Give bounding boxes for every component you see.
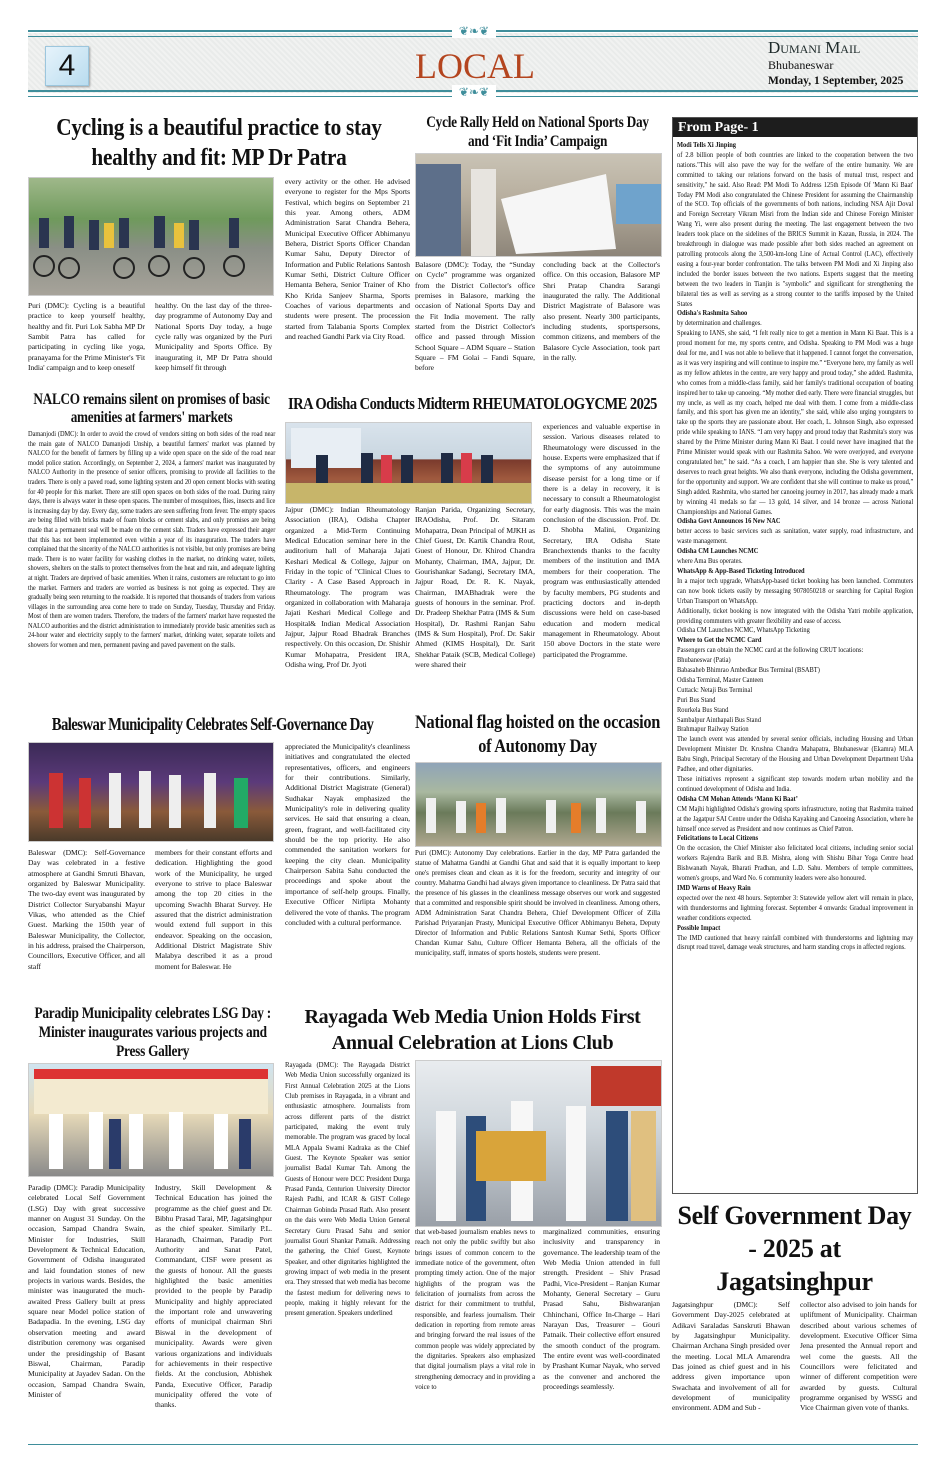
rayagada-body-col3: marginalized communities, ensuring inclusivity and transparency in governance. The leadership team of the Web Media Union attended in full strength. President – Shiv Prasad Padhi, Vice-President – Ranjan Kumar Mohanty, General Secretary – Guru Prasad Sahu, Bishwaranjan Chhinchani, Office In-Charge – Hari Narayan Das, Treasurer – Gouri Patnaik. Their collective effort ensured the smooth conduct of the program. The entire event was well-coordinated by Prashant Kumar Nayak, who served as the convener and anchored the proceedings seamlessly. (543, 1227, 660, 1392)
from-page-section-text: Odisha Terminal, Master Canteen (677, 674, 764, 684)
from-page-section-text: Sambalpur Ainthapali Bus Stand (677, 714, 761, 724)
headline-nalco: NALCO remains silent on promises of basic amenities at farmers' markets (33, 391, 270, 426)
section-title: LOCAL (415, 46, 535, 86)
from-page-section-text: These initiatives represent a significant step towards modern urban mobility and the continued development of Odisha and India. (677, 774, 914, 793)
from-page-section-heading: Modi Tells Xi Jinping (677, 140, 737, 149)
headline-paradip: Paradip Municipality celebrates LSG Day : Minister inaugurates various projects and Press Gallery (34, 1005, 271, 1060)
from-page-section-text: Passengers can obtain the NCMC card at the following CRUT locations: (677, 645, 864, 655)
headline-ira: IRA Odisha Conducts Midterm RHEUMATOLOGYCME 2025 (288, 394, 657, 413)
headline-jagatsinghpur: Self Government Day - 2025 at Jagatsinghpur (677, 1201, 912, 1296)
from-page-section-heading: Odisha CM Mohan Attends ‘Mann Ki Baat’ (677, 793, 798, 803)
photo-ira-cme-dais (285, 422, 532, 504)
from-page-section-text: Rourkela Bus Stand (677, 704, 729, 714)
paradip-body-col2: Industry, Skill Development & Technical Education has joined the programme as the chief guest and Dr. Bibhu Prasad Tarai, MP, Jagatsinghpur as the chief speaker. Similarly P.L. Haranadh, Chairman, Paradip Port Authority and Sanat Patel, Commandant, CISF were present as the guests of honour. All the guests highlighted the basic amenities provided to the people by Paradip Municipality and highly appreciated the important role and unwavering efforts of municipal chairman Shri Biswal in the development of municipality. Awards were given various organizations and individuals for achievements in their respective fields. At the conclusion, Abhishek Panda, Executive Officer, Paradip municipality offered the vote of thanks. (155, 1183, 272, 1410)
from-page-section-text: better access to basic services such as sanitation, water supply, road infrastructure, and waste management. (677, 526, 914, 546)
rayagada-body-col2: that web-based journalism enables news to reach not only the public swiftly but also brings issues of common concern to the immediate notice of the government, often prompting timely action. One of the major highlights of the program was the felicitation of journalists from across the district for their commitment to truthful, responsible, and fearless journalism. Their dedication in reporting from remote areas and bringing forward the real issues of the common people was widely appreciated by the dignitaries. Speakers also emphasized that digital journalism plays a vital role in strengthening democracy and in providing a voice to (415, 1227, 536, 1392)
from-page-section-text: Babasaheb Bhimrao Ambedkar Bus Terminal (BSABT) (677, 665, 820, 675)
baleswar-body-col3: appreciated the Municipality's cleanliness initiatives and congratulated the elected representatives, officers, and engineers for their contributions. Similarly, Additional District Magistrate (General) Sudhakar Nayak emphasized the Municipality's role in delivering quality services. He said that ensuring a clean, green, fragrant, and well-facilitated city should be the top priority. He also commended the sanitation workers for keeping the city clean. Municipality Chairperson Sabita Sahu conducted the proceedings and spoke about the importance of self-help groups. Finally, Executive Officer Nirlipta Mohanty delivered the vote of thanks. The program concluded with a cultural performance. (285, 742, 410, 927)
date: Monday, 1 September, 2025 (768, 75, 904, 87)
cycle-rally-body-col2: concluding back at the Collector's office. On this occasion, Balasore MP Shri Pratap Chandra Sarangi inaugurated the rally. The Additional District Magistrate of Balasore was also present. Nearly 300 participants, including students, sportspersons, common citizens, and members of the Balasore Cycle Association, took part in the rally. (543, 260, 660, 363)
from-page-section-text: Bhubaneswar (Patia) (677, 655, 731, 665)
from-page-section-text: In a major tech upgrade, WhatsApp-based ticket booking has been launched. Commuters can now book tickets easily by messaging 9078050218 or searching for Capital Region Urban Transport on WhatsApp. (677, 575, 914, 605)
headline-national-flag: National flag hoisted on the occasion of Autonomy Day (415, 712, 661, 757)
from-page-section-text: Puri Bus Stand (677, 694, 716, 704)
from-page-section-text: Brahmapur Railway Station (677, 724, 749, 734)
from-page-section-text: Cuttack: Netaji Bus Terminal (677, 684, 753, 694)
from-page-section-text: The IMD cautioned that heavy rainfall combined with thunderstorms and lightning may disrupt road travel, damage weak structures, and harm standing crops in affected regions. (677, 932, 914, 952)
headline-rayagada: Rayagada Web Media Union Holds First Annual Celebration at Lions Club (304, 1006, 641, 1054)
paper-name: Dumani Mail (768, 38, 861, 57)
from-page-section-text: Speaking to IANS, she said, “I felt really nice to get a mention in Mann Ki Baat. This is a proud moment for me, my sports centre, and Odisha. Speaking to PM Modi was a huge deal for me, and I was not able to believe that it happened. I cannot forget the conversation, as it was very inspiring and will continue to inspire me.” “Everyone here, my family as well as my fellow athletes in the centre, are very happy and proud today,” she added. Rashmita, who comes from a middle-class family, said her family's traditional occupation of boating inspired her to take up canoeing. “My mother died early. There were financial struggles, but my uncle, as well as my coach, helped me deal with them. I come from a middle-class family, and this sport has given me an identity,” she said, while also urging youngsters to take up the sports they are passionate about. Her coach, L. Johnson Singh, also expressed pride while speaking to IANS. “I am very happy and proud today that Rashmita's story was shared by the Prime Minister during Mann Ki Baat. I could never have imagined that the Prime Minister would speak with our Rashmita Sahoo. We were overjoyed, and everyone congratulated her,” he said. “As a coach, I am happier than she. She is very talented and deserves to reach great heights. We also thank everyone, including the Odisha government, for the opportunity and support. We are confident that she will continue to make us proud,” Singh added. Rashmita, who started her canoeing journey in 2017, has already made a mark by winning 41 medals so far — 13 gold, 14 silver, and 14 bronze — across National Championships and National Games. (677, 328, 914, 516)
from-page-section-text: Additionally, ticket booking is now integrated with the Odisha Yatri mobile application, providing commuters with greater flexibility and ease of access. (677, 605, 914, 625)
from-page-section-heading: Where to Get the NCMC Card (677, 635, 762, 645)
cycling-body-col2: healthy. On the last day of the three-day programme of Autonomy Day and National Sports Day today, a huge cycle rally was organized by the Puri Municipality and Sports Office. By inaugurating it, MP Dr Patra should keep himself fit through (155, 301, 272, 373)
baleswar-body-col2: members for their constant efforts and dedication. Highlighting the good work of the Municipality, he urged everyone to strive to place Baleswar among the top 20 cities in the upcoming Swachh Bharat Survey. He assured that the district administration would extend full support in this endeavor. Speaking on the occasion, Additional District Magistrate Shiv Malabya described it as a proud moment for Baleswar. He (155, 848, 272, 971)
nalco-body: Damanjodi (DMC): In order to avoid the crowd of vendors sitting on both sides of the road near the main gate of NALCO Damanjodi Unship, a beautiful farmers' market was planned by NALCO for the benefit of farmers by filling up a wide open space on the side of the road near model police station. Accordingly, on September 2, 2024, a farmers' market was inaugurated by NALCO Authority in the presence of senior officers, promising to provide all facilities to the traders. There is only a paved road, some lighting system and 20 open cement blocks with seating for 40 people for this market. There are still open spaces on both sides of the road. During rainy days, there is always water in these open spaces. The number of mosquitoes, flies, insects and lice is increasing day by day. Every day, some traders are seen suffering from fever. The empty spaces are being filled with bricks made of foam blocks or cement slabs, and only promises are being made that a permanent seal will be made on the cement slab. Traders have expressed their anger that this has not been implemented even within a year of its inauguration. The traders have complained that the sincerity of the NALCO authorities is not visible, but only promises are being made. There is no water facility for washing clothes in the market, no drinking water, toilets, showers, shelters on the stalls to protect themselves from the heat and rain, and adequate lighting at night. Traders are deprived of basic amenities. When it rains, customers are reluctant to go into the market. Farmers and traders are worried as business is not going as expected. They are gradually being seen returning to the roadside. It is reported that thousands of traders from various villages in the surrounding area come here to trade on Sunday, Tuesday, Thursday and Friday. Most of them are women traders. Therefore, the traders of the farmers' market have requested the NALCO authorities and the district administration to immediately provide basic amenities such as 24-hour water and electricity supply to the farmers' market, drinking water, separate toilets and showers for women and men, permanent paving and paved pavement on the stalls. (28, 430, 276, 650)
photo-flag-hoisting (415, 762, 662, 847)
from-page-section-text: The launch event was attended by several senior officials, including Housing and Urban Development Minister Dr. Krushna Chandra Mahapatra, Bhubaneswar (Ekamra) MLA Babu Singh, Principal Secretary of the Housing and Urban Development Department Usha Padhee, and other dignitaries. (677, 734, 914, 774)
from-page-section-text: expected over the next 48 hours. September 3: Statewide yellow alert will remain in place, with thunderstorms and lightning forecast. September 4 onwards: Gradual improvement in weather conditions expected. (677, 892, 914, 922)
baleswar-body-col1: Baleswar (DMC): Self-Governance Day was celebrated in a festive atmosphere at Gandhi Smruti Bhavan, organized by Baleswar Municipality. The two-day event was inaugurated by District Collector Suryabanshi Mayur Vikas, who attended as the Chief Guest. Marking the 150th year of Baleswar Municipality, the Collector, in his address, praised the Chairperson, Councillors, Executive Officer, and all staff (28, 848, 145, 971)
jagatsinghpur-body-col2: collector also advised to join hands for upliftment of Municipality. Chairman described about various schemes of development. Executive Officer Sima Jena presented the Annual report and wel come the guests. All the Councillors were felicitated and winner of different competition were awarded by guests. Cultural programme organised by WSSG and Vice Chairman given vote of thanks. (800, 1300, 917, 1413)
from-page-section-heading: Odisha's Rashmita Sahoo (677, 308, 748, 318)
photo-rayagada-felicitation (415, 1060, 662, 1227)
city: Bhubaneswar (768, 58, 834, 72)
from-page-section-text: by determination and challenges. (677, 318, 762, 328)
photo-paradip-lsg-day (28, 1063, 274, 1177)
photo-flag-off-balasore (415, 153, 662, 257)
from-page-section-text: Odisha CM Launches NCMC, WhatsApp Ticketing (677, 625, 810, 635)
from-page-1-body (677, 140, 913, 952)
from-page-section-heading: Felicitations to Local Citizens (677, 833, 759, 843)
from-page-section-heading: Possible Impact (677, 922, 721, 932)
headline-baleswar: Baleswar Municipality Celebrates Self-Governance Day (51, 714, 374, 734)
paradip-body-col1: Paradip (DMC): Paradip Municipality celebrated Local Self Government (LSG) Day with great successive manner on August 31 Sunday. On the occasion, Sampad Chandra Swain, Minister for Industries, Skill Development & Technical Education, Government of Odisha inaugurated and laid foundation stones of new projects in various wards. Besides, the minister was inaugurated the much-awaited Press Gallery built at press square near Model police station of Badapadia. In the evening, LSG day observation meeting and award distribution ceremony was organised under the presidingship of Basant Biswal, Chairman, Paradip Municipality at Jayadev Sadan. On the occasion, Sampad Chandra Swain, Minister of (28, 1183, 145, 1399)
ira-body-col2: Ranjan Parida, Organizing Secretary, IRAOdisha, Prof. Dr. Sitaram Mohapatra, Dean Principal of MJKH as Chief Guest, Dr. Kartik Chandra Rout, Guest of Honour, Dr. Khirod Chandra Mohanty, Chairman, IMA, Jajpur, Dr. Gourishankar Sadangi, Secretary IMA, Jajpur Road, Dr. R. K. Nayak, Chairman, IMABhadrak were the guests of honours in the seminar. Prof. Dr. Pradeep Shekhar Patra (IMS & Sum Hospital), Dr. Rashmi Ranjan Sahu (IMS & Sum Hospital), Prof. Dr. Sakir Ahmed (KIMS Hospital), Dr. Sarit Shekhar Pataik (SCB, Medical College) were shared their (415, 505, 535, 670)
from-page-section-text: CM Majhi highlighted Odisha's growing sports infrastructure, noting that Rashmita trained at the Jagatpur SAI Centre under the Odisha Kayaking and Canoeing Association, where he himself once served as President and now continues as Chief Patron. (677, 803, 914, 833)
rayagada-body-col1: Rayagada (DMC): The Rayagada District Web Media Union successfully organized its First Annual Celebration 2025 at the Lions Club premises in Rayagada, in a vibrant and enthusiastic atmosphere. Journalists from across different parts of the district participated, making the event truly memorable. The program was graced by local MLA Appala Swami Kadraka as the Chief Guest. The Keynote Speaker was senior journalist Badal Kumar Tah. Among the Guests of Honour were DCC President Durga Prasad Panda, Centurion University Director Rajesh Padhi, and ICAR & GIST College Chairman Gobinda Prasad Rath. Also present on the dais were Web Media Union General Secretary Guru Prasad Sahu and senior journalist Gouri Shankar Patnaik. Addressing the gathering, the Chief Guest, Keynote Speaker, and other dignitaries highlighted the growing impact of web media in the present era. They stressed that web media has become the fastest medium for delivering news to people, making it highly relevant for the present generation. Speakers underlined (285, 1060, 410, 1318)
ira-body-col1: Jajpur (DMC): Indian Rheumatology Association (IRA), Odisha Chapter organized a Mid-Term Continuing Medical Education seminar here in the auditorium hall of Maharaja Jajati Keshari Medical & College, Jajpur on Friday in the topic of "Clinical Clues to Clarity - A Case Based Approach in Rheumatology. The program was organized in collaboration with Maharaja Jajati Keshari Medical College and Hospital& Indian Medical Association Jajpur, Jajpur Road Bhadrak Branches respectively. On this occasion, Dr. Shishir Kumar Mohapatra, President IRA, Odisha wing, Prof Dr. Jyoti (285, 505, 410, 670)
footer-rule (28, 1444, 918, 1445)
from-page-1-box (672, 117, 918, 1194)
from-page-1-title: From Page- 1 (673, 118, 917, 137)
cycling-body-col1: Puri (DMC): Cycling is a beautiful practice to keep yourself healthy, healthy and fit. Puri Lok Sabha MP Dr Sambit Patra has called for participating in cycling like yoga, pranayama for the Prime Minister's 'Fit India' campaign and to keep oneself (28, 301, 145, 373)
photo-cycle-rally-puri (28, 177, 274, 296)
jagatsinghpur-body-col1: Jagatsinghpur (DMC): Self Government Day-2025 celebrated at Adikavi Saraladas Sanskruti Bhawan by Jagatsinghpur Municipality. Chairman Archana Singh presided over the meeting. Local MLA Amarendra Das joined as chief guest and in his address given importance upon Swachata and involvement of all for development of municipality environment. ADM and Sub - (672, 1300, 790, 1413)
photo-baleswar-stage (28, 742, 274, 842)
cycle-rally-body-col1: Balasore (DMC): Today, the “Sunday on Cycle” programme was organized from the District Collector's office premises in Balasore, marking the occasion of National Sports Day and the Fit India movement. The rally started from the District Collector's office and passed through Mission School Square – ADM Square – Station Square – FM Golai – Fandi Square, before (415, 260, 535, 373)
page-number: 4 (45, 46, 89, 86)
from-page-section-heading: Odisha Govt Announces 16 New NAC (677, 516, 781, 526)
from-page-section-heading: WhatsApp & App-Based Ticketing Introduced (677, 565, 805, 575)
ira-body-col3: experiences and valuable expertise in session. Various diseases related to Rheumatology were discussed in the house. Experts were emphasized that if the symptoms of any autoimmune disease persist for a long time or if there is a delay in recovery, it is necessary to consult a Rheumatologist for early diagnosis. This was the main conclusion of the discussion. Prof. Dr. D. Shobha Malini, Organizing Secretary, IRA Odisha State Branchextends thanks to the faculty members of the institution and IMA members for their cooperation. The program was enthusiastically attended by faculty members, PG students and practicing doctors and in-depth discussions were held on case-based education and modern medical management in Rheumatology. About 150 above Doctors in the state were participated the Programme. (543, 422, 660, 659)
from-page-section-text: On the occasion, the Chief Minister also felicitated local citizens, including senior social workers Rajendra Barik and B.B. Mishra, along with Shishu Bihar Yoga Centre head Bishwanath Nayak, Bharati Pradhan, and L.D. Sahu. Members of temple committees, women's groups, and Ward No. 6 community leaders were also honoured. (677, 843, 914, 883)
headline-cycling: Cycling is a beautiful practice to stay healthy and fit: MP Dr Patra (56, 114, 382, 171)
from-page-section-text: where Ama Bus operates. (677, 556, 743, 566)
cycling-body-col3: every activity or the other. He advised everyone to register for the Mps Sports Festival, which begins on September 21 this year. Among others, ADM Administration Sarat Chandra Behera, Municipal Executive Officer Abhimanyu Behera, District Sports Officer Chandan Kumar Sahu, Deputy Director of Information and Public Relations Santosh Kumar Sethi, District Culture Officer Hemanta Behera, Senior Trainer of Kho Kho Krida Sanjeev Sharma, Sports Coaches of various departments and students were present. The procession started from Talabania Sports Complex and reached Gandhi Park via City Road. (285, 177, 410, 342)
masthead (768, 38, 918, 89)
ornament-icon: ❦❧❦ (452, 85, 496, 99)
from-page-section-heading: Odisha CM Launches NCMC (677, 546, 759, 556)
from-page-section-text: of 2.8 billion people of both countries are linked to the cooperation between the two nations."This will also pave the way for the welfare of the entire humanity. We are committed to taking our relations forward on the basis of mutual trust, respect and sensitivity," he said. Also Read: PM Modi To Address 125th Episode Of 'Mann Ki Baat' Today PM Modi also congratulated the Chinese President for assuming the Chairmanship of the SCO. Top officials of the governments of both nations, including NSA Ajit Doval and Foreign Secretary Vikram Misri from the Indian side and Chinese Foreign Minister Wang Yi, were also present during the meeting. The last engagement between the two leaders took place on the sidelines of the BRICS Summit in Kazan, Russia, in 2024. The breakthrough in dialogue was made possible after both sides reached an agreement on patrolling protocols along the 3,500-km-long Line of Actual Control (LAC), effectively easing a four-year border confrontation. The talks between PM Modi and Xi Jinping also included the border issues between the two nations. Experts suggest that the meeting between the two leaders in Tianjin is "symbolic" and significant for strengthening the bilateral ties as well as serving as a strong counter to the tariffs imposed by the United States (677, 149, 914, 308)
ornament-icon: ❦❧❦ (452, 24, 496, 38)
national-flag-body: Puri (DMC): Autonomy Day celebrations. Earlier in the day, MP Patra garlanded the statue of Mahatma Gandhi at Gandhi Ghat and said that it is equally important to keep one's premises clean and clean as it is for the freedom, security and integrity of our country. Mahatma Gandhi had always given importance to cleanliness. Dr Patra said that the presence of his glasses in the cleanliness message observes our work and suggested that a committed and responsible spirit should be involved in cleanliness. Among others, ADM Administration Sarat Chandra Behera, Chief Development Officer of Zilla Parishad Priyaranjan Prasty, Municipal Executive Officer Abhimanyu Behera, Deputy Director of Information and Public Relations Santosh Kumar Sethi, Sports Officer Chandan Kumar Sahu, Culture Officer Hemanta Behera, all the officials of the municipality, staff, inmates of sports hostels, students were present. (415, 848, 661, 957)
from-page-section-heading: IMD Warns of Heavy Rain (677, 882, 751, 892)
headline-cycle-rally: Cycle Rally Held on National Sports Day and ‘Fit India’ Campaign (426, 114, 649, 150)
